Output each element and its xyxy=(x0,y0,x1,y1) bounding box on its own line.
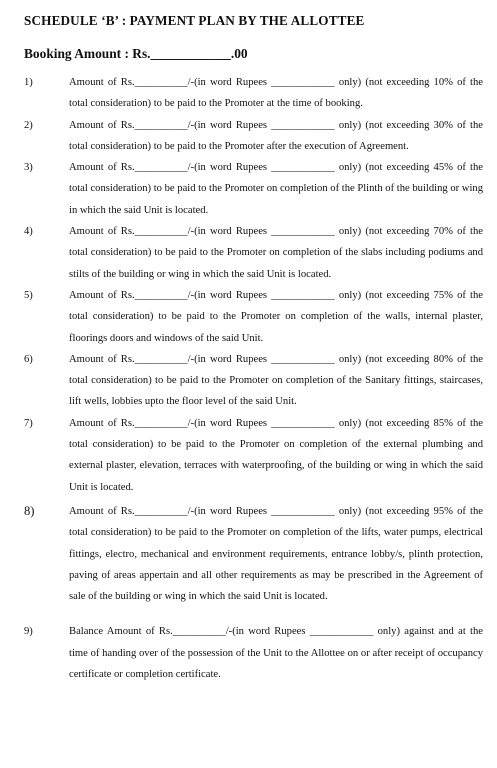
item-number: 9) xyxy=(24,626,33,638)
item-number: 8) xyxy=(24,503,35,518)
item-number: 7) xyxy=(24,417,33,429)
item-text: Amount of Rs.__________/-(in word Rupees ____________ only) (not exceeding 70% of the total consideration) to be paid to the Promoter on completion of the slabs including podiums and stilts of the building or wing in which the said Unit is located. xyxy=(69,226,483,280)
schedule-title: SCHEDULE ‘B’ : PAYMENT PLAN BY THE ALLOTTEE xyxy=(24,13,365,28)
list-item xyxy=(24,115,483,158)
item-number: 2) xyxy=(24,119,33,131)
item-number: 5) xyxy=(24,289,33,301)
list-item xyxy=(24,501,483,607)
list-item xyxy=(24,621,483,685)
list-item xyxy=(24,413,483,498)
item-text: Amount of Rs.__________/-(in word Rupees ____________ only) (not exceeding 10% of the total consideration) to be paid to the Promoter at the time of booking. xyxy=(69,77,483,110)
item-number: 3) xyxy=(24,162,33,174)
list-item xyxy=(24,285,483,349)
item-text: Amount of Rs.__________/-(in word Rupees ____________ only) (not exceeding 45% of the total consideration) to be paid to the Promoter on completion of the Plinth of the building or wing in which the said Unit is located. xyxy=(69,162,483,216)
list-item xyxy=(24,72,483,115)
item-number: 6) xyxy=(24,353,33,365)
item-text: Amount of Rs.__________/-(in word Rupees ____________ only) (not exceeding 80% of the total consideration) to be paid to the Promoter on completion of the Sanitary fittings, staircases, lift wells, lobbies upto the floor level of the said Unit. xyxy=(69,353,483,408)
item-text: Amount of Rs.__________/-(in word Rupees ____________ only) (not exceeding 75% of the total consideration) to be paid to the Promoter on completion of the walls, internal plaster, floorings doors and windows of the said Unit. xyxy=(69,289,483,344)
booking-amount: Booking Amount : Rs.____________.00 xyxy=(24,46,248,61)
list-item xyxy=(24,157,483,221)
item-text: Amount of Rs.__________/-(in word Rupees ____________ only) (not exceeding 30% of the total consideration) to be paid to the Promoter after the execution of Agreement. xyxy=(69,119,483,152)
list-item xyxy=(24,349,483,413)
payment-plan-list xyxy=(24,72,483,685)
item-text: Amount of Rs.__________/-(in word Rupees ____________ only) (not exceeding 95% of the total consideration) to be paid to the Promoter on completion of the lifts, water pumps, electrical fittings, electro, mechanical and environment requirements, entrance lobby/s, plinth protection, paving of areas appertain and all other requirements as may be prescribed in the Agreement of sale of the building or wing in which the said Unit is located. xyxy=(69,505,483,603)
item-text: Balance Amount of Rs.__________/-(in word Rupees ____________ only) against and at the time of handing over of the possession of the Unit to the Allottee on or after receipt of occupancy certificate or completion certificate. xyxy=(69,626,483,681)
item-number: 4) xyxy=(24,226,33,238)
list-item xyxy=(24,221,483,285)
item-number: 1) xyxy=(24,77,33,88)
item-text: Amount of Rs.__________/-(in word Rupees ____________ only) (not exceeding 85% of the total consideration) to be paid to the Promoter on completion of the external plumbing and external plaster, elevation, terraces with waterproofing, of the building or wing in which the said Unit is located. xyxy=(69,417,483,493)
